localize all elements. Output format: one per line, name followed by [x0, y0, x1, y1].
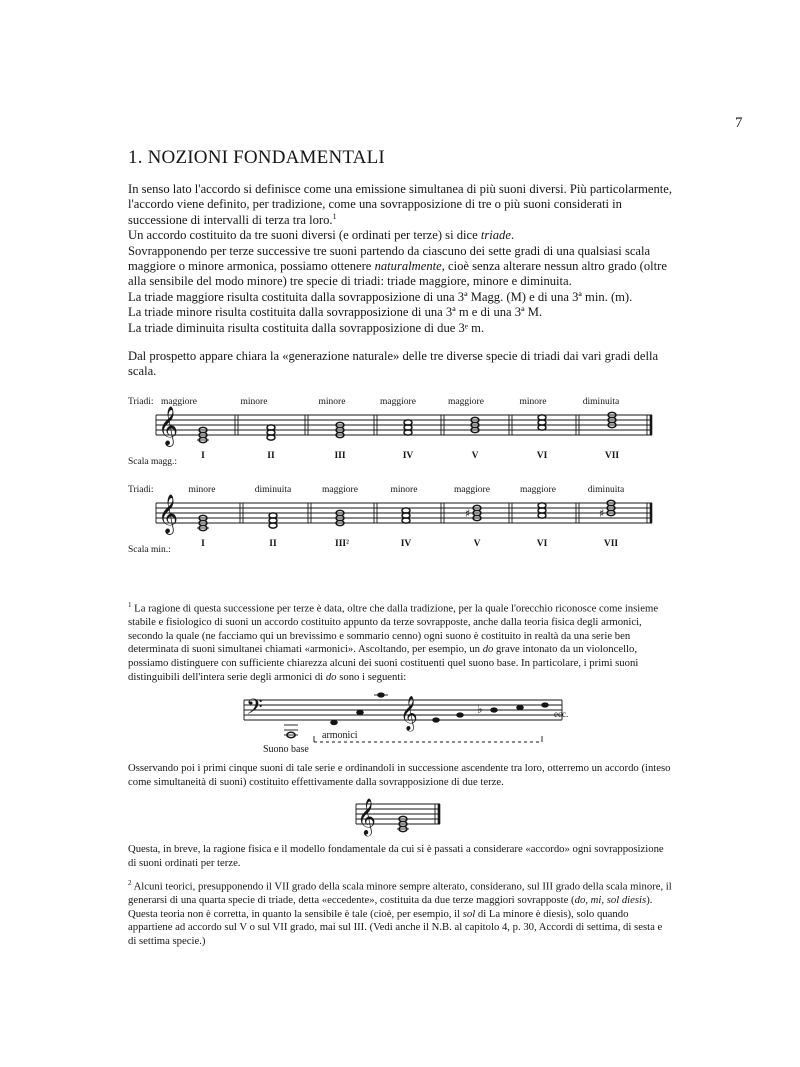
main-text [128, 182, 673, 380]
bass-clef-icon: 𝄢 [246, 695, 263, 725]
triad-label: diminuita [582, 397, 620, 407]
triad-label: maggiore [520, 485, 556, 495]
treble-clef-icon: 𝄞 [400, 696, 418, 731]
degree-label: VI [536, 451, 548, 461]
triad-label: maggiore [322, 485, 358, 495]
harmonic-note [356, 710, 364, 715]
footnote-1: $^1$ La ragione di questa successione per terze è data, oltre che dalla tradizione, per la quale l'orecchio riconosce come insieme stabile e fisiologico di suoni un accordo costituito appunto da terze sovrapposte, anche dalla teoria fisica degli armonici, secondo la quale (ne facciamo qui un brevissimo e sommario cenno) ogni suono è costituito in realtà da una serie ben determinata di suoni simultanei chiamati «armonici». Ascoltando, per esempio, un do grave intonato da un violoncello, possiamo distinguere con sufficiente chiarezza alcuni dei suoni costituenti quel suono base. In particolare, i primi suoni distinguibili dell'intera serie degli armonici di do sono i seguenti: [128, 601, 659, 683]
footnote-2: $^2$ Alcuni teorici, presupponendo il VII grado della scala minore sempre alterato, considerano, sul III grado della scala minore, il generarsi di una quarta specie di triade, detta «eccedente», costituita da due terze maggiori sovrapposte (do, mi, sol diesis). Questa teoria non è corretta, in quanto la sensibile è tale (cioè, per esempio, il sol di La minore è diesis), solo quando appartiene ad accordo sul V o sul VII grado, mai sul III. (Vedi anche il N.B. al capitolo 4, p. 30, Accordi di settima, di sesta e di settima specie.) [128, 879, 672, 947]
harmonic-note [330, 720, 338, 725]
triads-row-label: Triadi: [128, 397, 154, 407]
flat-icon: ♭ [477, 702, 483, 716]
triad-label: minore [240, 397, 268, 407]
harmonics-example [240, 690, 580, 759]
harmonic-note [456, 712, 464, 717]
degree-label: V [473, 539, 481, 549]
harmonic-note [490, 707, 498, 712]
degree-label: IV [400, 539, 412, 549]
sharp-icon: ♯ [465, 507, 471, 520]
paragraph-definition: In senso lato l'accordo si definisce come una emissione simultanea di più suoni diversi. Più particolarmente, l'accordo viene definito, per tradizione, come una sovrapposizione di tre o più suoni considerati in successione di intervalli di terza tra loro.$^1$ [128, 182, 673, 227]
degree-label: I [201, 539, 205, 549]
treble-clef-icon: 𝄞 [357, 797, 376, 835]
harmonic-note [516, 705, 524, 710]
degree-label: VI [536, 539, 548, 549]
paragraph-prospect: Dal prospetto appare chiara la «generazione naturale» delle tre diverse specie di triadi dai vari gradi della scala. [128, 349, 659, 379]
harmonics-label: armonici [322, 730, 358, 741]
paragraph-triad: Un accordo costituito da tre suoni diversi (e ordinati per terze) si dice triade. [128, 228, 515, 243]
harmonics-staff [240, 690, 580, 754]
treble-clef-icon: 𝄞 [158, 406, 179, 446]
treble-clef-icon: 𝄞 [158, 494, 179, 534]
triad-label: minore [390, 485, 418, 495]
paragraph-major-triad: La triade maggiore risulta costituita dalla sovrapposizione di una 3ª Magg. (M) e di una 3ª min. (m). [128, 289, 633, 304]
footnote-mark: 1 [128, 601, 132, 609]
triad-label: diminuita [587, 485, 625, 495]
degree-label: III [334, 451, 346, 461]
paragraph-minor-triad: La triade minore risulta costituita dalla sovrapposizione di una 3ª m e di una 3ª M. [128, 305, 543, 320]
paragraph-species: Sovrapponendo per terze successive tre suoni partendo da ciascuno dei sette gradi di una qualsiasi scala maggiore o minore armonica, possiamo ottenere naturalmente, cioè senza alterare nessun altro grado (oltre alla sensibile del modo minore) tre specie di triadi: triade maggiore, minore e diminuita. [128, 243, 667, 289]
triad-label: maggiore [448, 397, 484, 407]
degree-label: IV [402, 451, 414, 461]
chapter-title: 1. NOZIONI FONDAMENTALI [128, 147, 385, 168]
footnote-ref-1[interactable]: 1 [332, 211, 337, 221]
minor-scale-staff [128, 481, 673, 559]
paragraph-diminished-triad: La triade diminuita risulta costituita dalla sovrapposizione di due 3ᵉ m. [128, 320, 485, 335]
major-scale-example [128, 393, 673, 471]
degree-label: VII [604, 451, 620, 461]
triad-label: minore [318, 397, 346, 407]
triad-label: maggiore [161, 397, 197, 407]
triad-label: diminuita [254, 485, 292, 495]
harmonic-note [541, 702, 549, 707]
major-scale-staff [128, 393, 673, 471]
degree-label: II [267, 451, 275, 461]
minor-scale-example [128, 481, 673, 559]
base-sound-label: Suono base [263, 744, 309, 754]
degree-label: VII [603, 539, 619, 549]
degree-label: I [201, 451, 205, 461]
triad-label: minore [519, 397, 547, 407]
triad-label: minore [188, 485, 216, 495]
triads-row-label: Triadi: [128, 485, 154, 495]
scale-row-label: Scala min.: [128, 545, 171, 555]
scale-row-label: Scala magg.: [128, 457, 178, 467]
footnote-mark: 2 [128, 879, 132, 887]
harmonic-note [377, 692, 385, 697]
page-number: 7 [735, 115, 743, 131]
degree-label: II [269, 539, 277, 549]
chord-example [354, 796, 444, 843]
sharp-icon: ♯ [599, 507, 605, 520]
triad-label: maggiore [380, 397, 416, 407]
footnote-1-conclusion: Questa, in breve, la ragione fisica e il modello fondamentale da cui si è passati a considerare «accordo» ogni sovrapposizione di suoni ordinati per terze. [128, 843, 664, 869]
degree-label: V [471, 451, 479, 461]
footnote-1-continuation: Osservando poi i primi cinque suoni di tale serie e ordinandoli in successione ascendente tra loro, otterremo un accordo (inteso come simultaneità di suoni) costituito effettivamente dalla sovrapposizione di due terze. [128, 762, 671, 788]
degree-label: III² [335, 539, 349, 549]
triad-label: maggiore [454, 485, 490, 495]
harmonic-note [432, 717, 440, 722]
etc-label: ecc. [554, 709, 569, 719]
chord-staff [354, 796, 444, 838]
